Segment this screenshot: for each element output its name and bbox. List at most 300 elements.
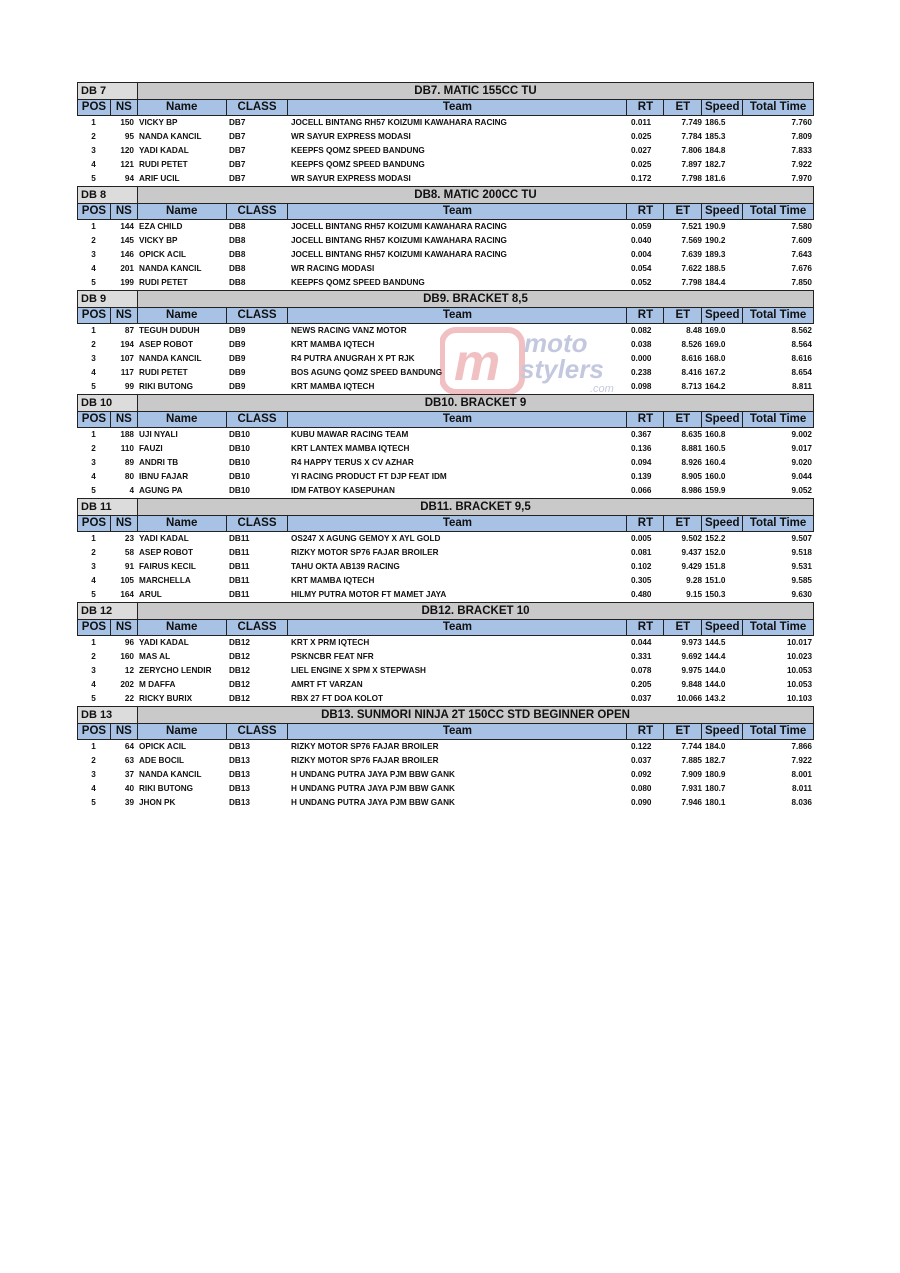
cell-rt: 0.025 [631, 160, 652, 169]
cell-et: 7.639 [681, 250, 702, 259]
cell-ns: 95 [124, 132, 134, 141]
cell-name: EZA CHILD [139, 222, 183, 231]
result-block [77, 498, 814, 602]
cell-speed: 188.5 [705, 264, 726, 273]
column-header-pos: POS [78, 204, 111, 219]
cell-et: 8.986 [681, 486, 702, 495]
cell-ns: 164 [120, 590, 134, 599]
cell-total: 9.052 [791, 486, 812, 495]
cell-rt: 0.037 [631, 756, 652, 765]
cell-et: 7.622 [681, 264, 702, 273]
cell-team: WR SAYUR EXPRESS MODASI [291, 132, 411, 141]
column-header-rt: RT [627, 724, 664, 739]
block-db-label: DB 8 [78, 187, 138, 203]
cell-total: 8.654 [791, 368, 812, 377]
cell-total: 7.760 [791, 118, 812, 127]
cell-class: DB13 [229, 756, 250, 765]
cell-ns: 23 [124, 534, 134, 543]
block-title-row [77, 498, 814, 516]
cell-team: RIZKY MOTOR SP76 FAJAR BROILER [291, 756, 439, 765]
cell-name: ASEP ROBOT [139, 340, 193, 349]
cell-speed: 144.5 [705, 638, 726, 647]
cell-pos: 3 [91, 770, 96, 779]
cell-total: 9.630 [791, 590, 812, 599]
cell-et: 7.784 [681, 132, 702, 141]
table-row [77, 532, 814, 546]
block-db-label: DB 9 [78, 291, 138, 307]
cell-pos: 1 [91, 118, 96, 127]
table-row [77, 650, 814, 664]
block-db-label: DB 11 [78, 499, 138, 515]
table-row [77, 768, 814, 782]
cell-name: M DAFFA [139, 680, 176, 689]
cell-et: 9.975 [681, 666, 702, 675]
block-title-row [77, 186, 814, 204]
cell-team: H UNDANG PUTRA JAYA PJM BBW GANK [291, 770, 455, 779]
cell-rt: 0.081 [631, 548, 652, 557]
column-header-class: CLASS [227, 204, 289, 219]
cell-rt: 0.040 [631, 236, 652, 245]
column-header-row [77, 308, 814, 324]
cell-pos: 4 [91, 576, 96, 585]
cell-et: 7.798 [681, 174, 702, 183]
cell-speed: 182.7 [705, 756, 726, 765]
cell-ns: 117 [120, 368, 134, 377]
cell-ns: 39 [124, 798, 134, 807]
cell-team: H UNDANG PUTRA JAYA PJM BBW GANK [291, 798, 455, 807]
column-header-row [77, 620, 814, 636]
cell-ns: 105 [120, 576, 134, 585]
cell-name: RUDI PETET [139, 368, 188, 377]
column-header-rt: RT [627, 100, 664, 115]
cell-class: DB12 [229, 666, 250, 675]
cell-class: DB9 [229, 340, 246, 349]
column-header-et: ET [664, 100, 702, 115]
column-header-et: ET [664, 412, 702, 427]
column-header-ns: NS [111, 308, 138, 323]
cell-rt: 0.078 [631, 666, 652, 675]
cell-rt: 0.305 [631, 576, 652, 585]
cell-class: DB13 [229, 742, 250, 751]
table-row [77, 380, 814, 394]
cell-class: DB10 [229, 430, 250, 439]
cell-total: 8.616 [791, 354, 812, 363]
cell-speed: 169.0 [705, 340, 726, 349]
table-row [77, 234, 814, 248]
column-header-total: Total Time [749, 205, 807, 217]
column-header-speed: Speed [702, 204, 743, 219]
cell-total: 7.643 [791, 250, 812, 259]
cell-et: 7.749 [681, 118, 702, 127]
results-sheet [77, 82, 814, 810]
column-header-name: Name [138, 100, 227, 115]
cell-ns: 94 [124, 174, 134, 183]
cell-name: ARIF UCIL [139, 174, 180, 183]
cell-team: KRT MAMBA IQTECH [291, 382, 375, 391]
cell-name: NANDA KANCIL [139, 354, 202, 363]
cell-speed: 186.5 [705, 118, 726, 127]
cell-name: OPICK ACIL [139, 250, 187, 259]
cell-total: 10.023 [786, 652, 812, 661]
cell-ns: 12 [124, 666, 134, 675]
cell-rt: 0.054 [631, 264, 652, 273]
cell-name: JHON PK [139, 798, 176, 807]
cell-pos: 2 [91, 548, 96, 557]
cell-class: DB7 [229, 160, 246, 169]
cell-team: NEWS RACING VANZ MOTOR [291, 326, 407, 335]
cell-rt: 0.052 [631, 278, 652, 287]
cell-pos: 5 [91, 486, 96, 495]
cell-total: 10.053 [786, 680, 812, 689]
cell-team: KUBU MAWAR RACING TEAM [291, 430, 409, 439]
column-header-class: CLASS [227, 100, 289, 115]
cell-rt: 0.102 [631, 562, 652, 571]
cell-pos: 1 [91, 534, 96, 543]
table-row [77, 366, 814, 380]
cell-name: NANDA KANCIL [139, 770, 202, 779]
cell-total: 7.922 [791, 756, 812, 765]
cell-class: DB7 [229, 118, 246, 127]
column-header-team: Team [288, 412, 627, 427]
cell-pos: 5 [91, 174, 96, 183]
column-header-total: Total Time [749, 517, 807, 529]
column-header-pos: POS [78, 100, 111, 115]
cell-class: DB8 [229, 222, 246, 231]
cell-speed: 144.4 [705, 652, 726, 661]
column-header-pos: POS [78, 620, 111, 635]
cell-ns: 121 [120, 160, 134, 169]
cell-speed: 181.6 [705, 174, 726, 183]
cell-team: TAHU OKTA AB139 RACING [291, 562, 400, 571]
cell-rt: 0.098 [631, 382, 652, 391]
watermark-brand-a: moto [524, 328, 588, 358]
cell-class: DB10 [229, 458, 250, 467]
column-header-team: Team [288, 100, 627, 115]
cell-ns: 99 [124, 382, 134, 391]
cell-name: VICKY BP [139, 236, 178, 245]
column-header-rt: RT [627, 516, 664, 531]
cell-class: DB9 [229, 382, 246, 391]
cell-team: RIZKY MOTOR SP76 FAJAR BROILER [291, 742, 439, 751]
cell-et: 9.848 [681, 680, 702, 689]
column-header-pos: POS [78, 308, 111, 323]
cell-name: RICKY BURIX [139, 694, 193, 703]
cell-class: DB12 [229, 680, 250, 689]
block-db-label: DB 7 [78, 83, 138, 99]
column-header-et: ET [664, 724, 702, 739]
column-header-total: Total Time [749, 621, 807, 633]
cell-speed: 144.0 [705, 680, 726, 689]
column-header-total: Total Time [749, 725, 807, 737]
cell-name: ADE BOCIL [139, 756, 185, 765]
table-row [77, 560, 814, 574]
cell-name: RIKI BUTONG [139, 784, 193, 793]
cell-name: IBNU FAJAR [139, 472, 189, 481]
cell-total: 9.002 [791, 430, 812, 439]
cell-rt: 0.092 [631, 770, 652, 779]
cell-speed: 151.8 [705, 562, 726, 571]
cell-class: DB11 [229, 534, 250, 543]
column-header-rt: RT [627, 204, 664, 219]
table-row [77, 262, 814, 276]
table-row [77, 144, 814, 158]
cell-class: DB11 [229, 576, 250, 585]
column-header-speed: Speed [702, 724, 743, 739]
cell-et: 8.905 [681, 472, 702, 481]
table-row [77, 664, 814, 678]
column-header-speed: Speed [702, 412, 743, 427]
cell-name: AGUNG PA [139, 486, 183, 495]
cell-team: KRT MAMBA IQTECH [291, 576, 375, 585]
column-header-speed: Speed [702, 100, 743, 115]
cell-speed: 143.2 [705, 694, 726, 703]
cell-rt: 0.136 [631, 444, 652, 453]
cell-team: OS247 X AGUNG GEMOY X AYL GOLD [291, 534, 441, 543]
cell-speed: 190.9 [705, 222, 726, 231]
cell-name: VICKY BP [139, 118, 178, 127]
column-header-ns: NS [111, 100, 138, 115]
cell-et: 9.15 [686, 590, 702, 599]
cell-total: 8.562 [791, 326, 812, 335]
cell-total: 7.833 [791, 146, 812, 155]
cell-ns: 37 [124, 770, 134, 779]
cell-team: YI RACING PRODUCT FT DJP FEAT IDM [291, 472, 447, 481]
cell-name: YADI KADAL [139, 146, 189, 155]
cell-speed: 180.1 [705, 798, 726, 807]
cell-ns: 145 [120, 236, 134, 245]
column-header-class: CLASS [227, 516, 289, 531]
cell-pos: 2 [91, 236, 96, 245]
cell-pos: 1 [91, 222, 96, 231]
cell-pos: 2 [91, 756, 96, 765]
cell-ns: 199 [120, 278, 134, 287]
cell-et: 7.806 [681, 146, 702, 155]
cell-class: DB10 [229, 444, 250, 453]
cell-class: DB10 [229, 472, 250, 481]
cell-et: 7.946 [681, 798, 702, 807]
cell-total: 7.809 [791, 132, 812, 141]
cell-team: JOCELL BINTANG RH57 KOIZUMI KAWAHARA RACING [291, 236, 507, 245]
column-header-team: Team [288, 724, 627, 739]
cell-pos: 1 [91, 742, 96, 751]
cell-et: 7.909 [681, 770, 702, 779]
cell-team: KEEPFS QOMZ SPEED BANDUNG [291, 278, 425, 287]
cell-speed: 151.0 [705, 576, 726, 585]
cell-ns: 40 [124, 784, 134, 793]
cell-class: DB7 [229, 132, 246, 141]
block-class-title: DB13. SUNMORI NINJA 2T 150CC STD BEGINNER OPEN [138, 707, 813, 723]
cell-ns: 201 [120, 264, 134, 273]
cell-speed: 190.2 [705, 236, 726, 245]
cell-team: H UNDANG PUTRA JAYA PJM BBW GANK [291, 784, 455, 793]
cell-rt: 0.331 [631, 652, 652, 661]
cell-name: FAUZI [139, 444, 163, 453]
watermark-m: m [454, 334, 501, 392]
table-row [77, 796, 814, 810]
cell-pos: 3 [91, 666, 96, 675]
cell-speed: 160.0 [705, 472, 726, 481]
table-row [77, 338, 814, 352]
cell-speed: 180.7 [705, 784, 726, 793]
cell-team: KRT MAMBA IQTECH [291, 340, 375, 349]
cell-name: YADI KADAL [139, 638, 189, 647]
cell-ns: 91 [124, 562, 134, 571]
column-header-row [77, 412, 814, 428]
cell-pos: 3 [91, 250, 96, 259]
cell-rt: 0.082 [631, 326, 652, 335]
cell-total: 9.531 [791, 562, 812, 571]
cell-name: YADI KADAL [139, 534, 189, 543]
table-row [77, 352, 814, 366]
cell-et: 8.416 [681, 368, 702, 377]
cell-team: IDM FATBOY KASEPUHAN [291, 486, 395, 495]
table-row [77, 116, 814, 130]
cell-rt: 0.094 [631, 458, 652, 467]
column-header-speed: Speed [702, 620, 743, 635]
cell-team: AMRT FT VARZAN [291, 680, 363, 689]
cell-pos: 1 [91, 326, 96, 335]
cell-class: DB13 [229, 770, 250, 779]
cell-et: 7.931 [681, 784, 702, 793]
cell-speed: 160.5 [705, 444, 726, 453]
cell-rt: 0.037 [631, 694, 652, 703]
column-header-pos: POS [78, 412, 111, 427]
cell-pos: 4 [91, 472, 96, 481]
column-header-speed: Speed [702, 516, 743, 531]
block-class-title: DB11. BRACKET 9,5 [138, 499, 813, 515]
cell-class: DB11 [229, 548, 250, 557]
result-block [77, 394, 814, 498]
cell-et: 8.48 [686, 326, 702, 335]
cell-speed: 152.0 [705, 548, 726, 557]
cell-ns: 144 [120, 222, 134, 231]
cell-rt: 0.025 [631, 132, 652, 141]
cell-class: DB8 [229, 236, 246, 245]
cell-ns: 120 [120, 146, 134, 155]
cell-speed: 169.0 [705, 326, 726, 335]
column-header-et: ET [664, 620, 702, 635]
block-class-title: DB9. BRACKET 8,5 [138, 291, 813, 307]
column-header-et: ET [664, 516, 702, 531]
cell-et: 8.881 [681, 444, 702, 453]
column-header-team: Team [288, 204, 627, 219]
cell-et: 8.526 [681, 340, 702, 349]
cell-speed: 180.9 [705, 770, 726, 779]
cell-speed: 164.2 [705, 382, 726, 391]
cell-rt: 0.090 [631, 798, 652, 807]
cell-name: MAS AL [139, 652, 171, 661]
cell-class: DB12 [229, 694, 250, 703]
cell-name: NANDA KANCIL [139, 264, 202, 273]
cell-et: 7.744 [681, 742, 702, 751]
cell-team: BOS AGUNG QOMZ SPEED BANDUNG [291, 368, 443, 377]
cell-pos: 4 [91, 784, 96, 793]
cell-total: 8.811 [791, 382, 812, 391]
cell-class: DB12 [229, 652, 250, 661]
cell-et: 7.798 [681, 278, 702, 287]
cell-team: KRT X PRM IQTECH [291, 638, 370, 647]
cell-class: DB13 [229, 798, 250, 807]
cell-ns: 188 [120, 430, 134, 439]
table-row [77, 220, 814, 234]
cell-speed: 185.3 [705, 132, 726, 141]
table-row [77, 276, 814, 290]
cell-speed: 144.0 [705, 666, 726, 675]
cell-ns: 107 [120, 354, 134, 363]
cell-rt: 0.367 [631, 430, 652, 439]
cell-team: KEEPFS QOMZ SPEED BANDUNG [291, 160, 425, 169]
column-header-rt: RT [627, 308, 664, 323]
table-row [77, 428, 814, 442]
cell-total: 8.564 [791, 340, 812, 349]
cell-pos: 5 [91, 278, 96, 287]
cell-total: 9.017 [791, 444, 812, 453]
cell-et: 7.569 [681, 236, 702, 245]
cell-total: 7.850 [791, 278, 812, 287]
column-header-speed: Speed [702, 308, 743, 323]
column-header-row [77, 724, 814, 740]
cell-pos: 3 [91, 562, 96, 571]
cell-total: 7.676 [791, 264, 812, 273]
cell-name: ARUL [139, 590, 162, 599]
cell-rt: 0.011 [631, 118, 652, 127]
cell-class: DB9 [229, 354, 246, 363]
cell-ns: 146 [120, 250, 134, 259]
watermark-suffix: .com [590, 383, 614, 395]
cell-pos: 5 [91, 798, 96, 807]
cell-team: JOCELL BINTANG RH57 KOIZUMI KAWAHARA RACING [291, 250, 507, 259]
column-header-row [77, 100, 814, 116]
block-db-label: DB 10 [78, 395, 138, 411]
column-header-row [77, 204, 814, 220]
cell-total: 9.585 [791, 576, 812, 585]
cell-name: FAIRUS KECIL [139, 562, 196, 571]
column-header-ns: NS [111, 724, 138, 739]
table-row [77, 130, 814, 144]
cell-et: 9.28 [686, 576, 702, 585]
cell-speed: 184.0 [705, 742, 726, 751]
cell-pos: 3 [91, 354, 96, 363]
cell-name: RUDI PETET [139, 160, 188, 169]
column-header-class: CLASS [227, 308, 289, 323]
cell-class: DB12 [229, 638, 250, 647]
table-row [77, 678, 814, 692]
cell-rt: 0.027 [631, 146, 652, 155]
cell-total: 10.103 [786, 694, 812, 703]
cell-pos: 2 [91, 132, 96, 141]
cell-ns: 96 [124, 638, 134, 647]
cell-rt: 0.122 [631, 742, 652, 751]
block-class-title: DB12. BRACKET 10 [138, 603, 813, 619]
cell-class: DB8 [229, 250, 246, 259]
column-header-ns: NS [111, 412, 138, 427]
cell-total: 7.580 [791, 222, 812, 231]
column-header-team: Team [288, 516, 627, 531]
table-row [77, 158, 814, 172]
column-header-et: ET [664, 204, 702, 219]
cell-ns: 58 [124, 548, 134, 557]
cell-ns: 4 [129, 486, 134, 495]
cell-ns: 202 [120, 680, 134, 689]
cell-ns: 64 [124, 742, 134, 751]
cell-pos: 1 [91, 638, 96, 647]
cell-team: KEEPFS QOMZ SPEED BANDUNG [291, 146, 425, 155]
column-header-et: ET [664, 308, 702, 323]
cell-rt: 0.080 [631, 784, 652, 793]
column-header-ns: NS [111, 204, 138, 219]
cell-pos: 2 [91, 340, 96, 349]
cell-pos: 5 [91, 382, 96, 391]
